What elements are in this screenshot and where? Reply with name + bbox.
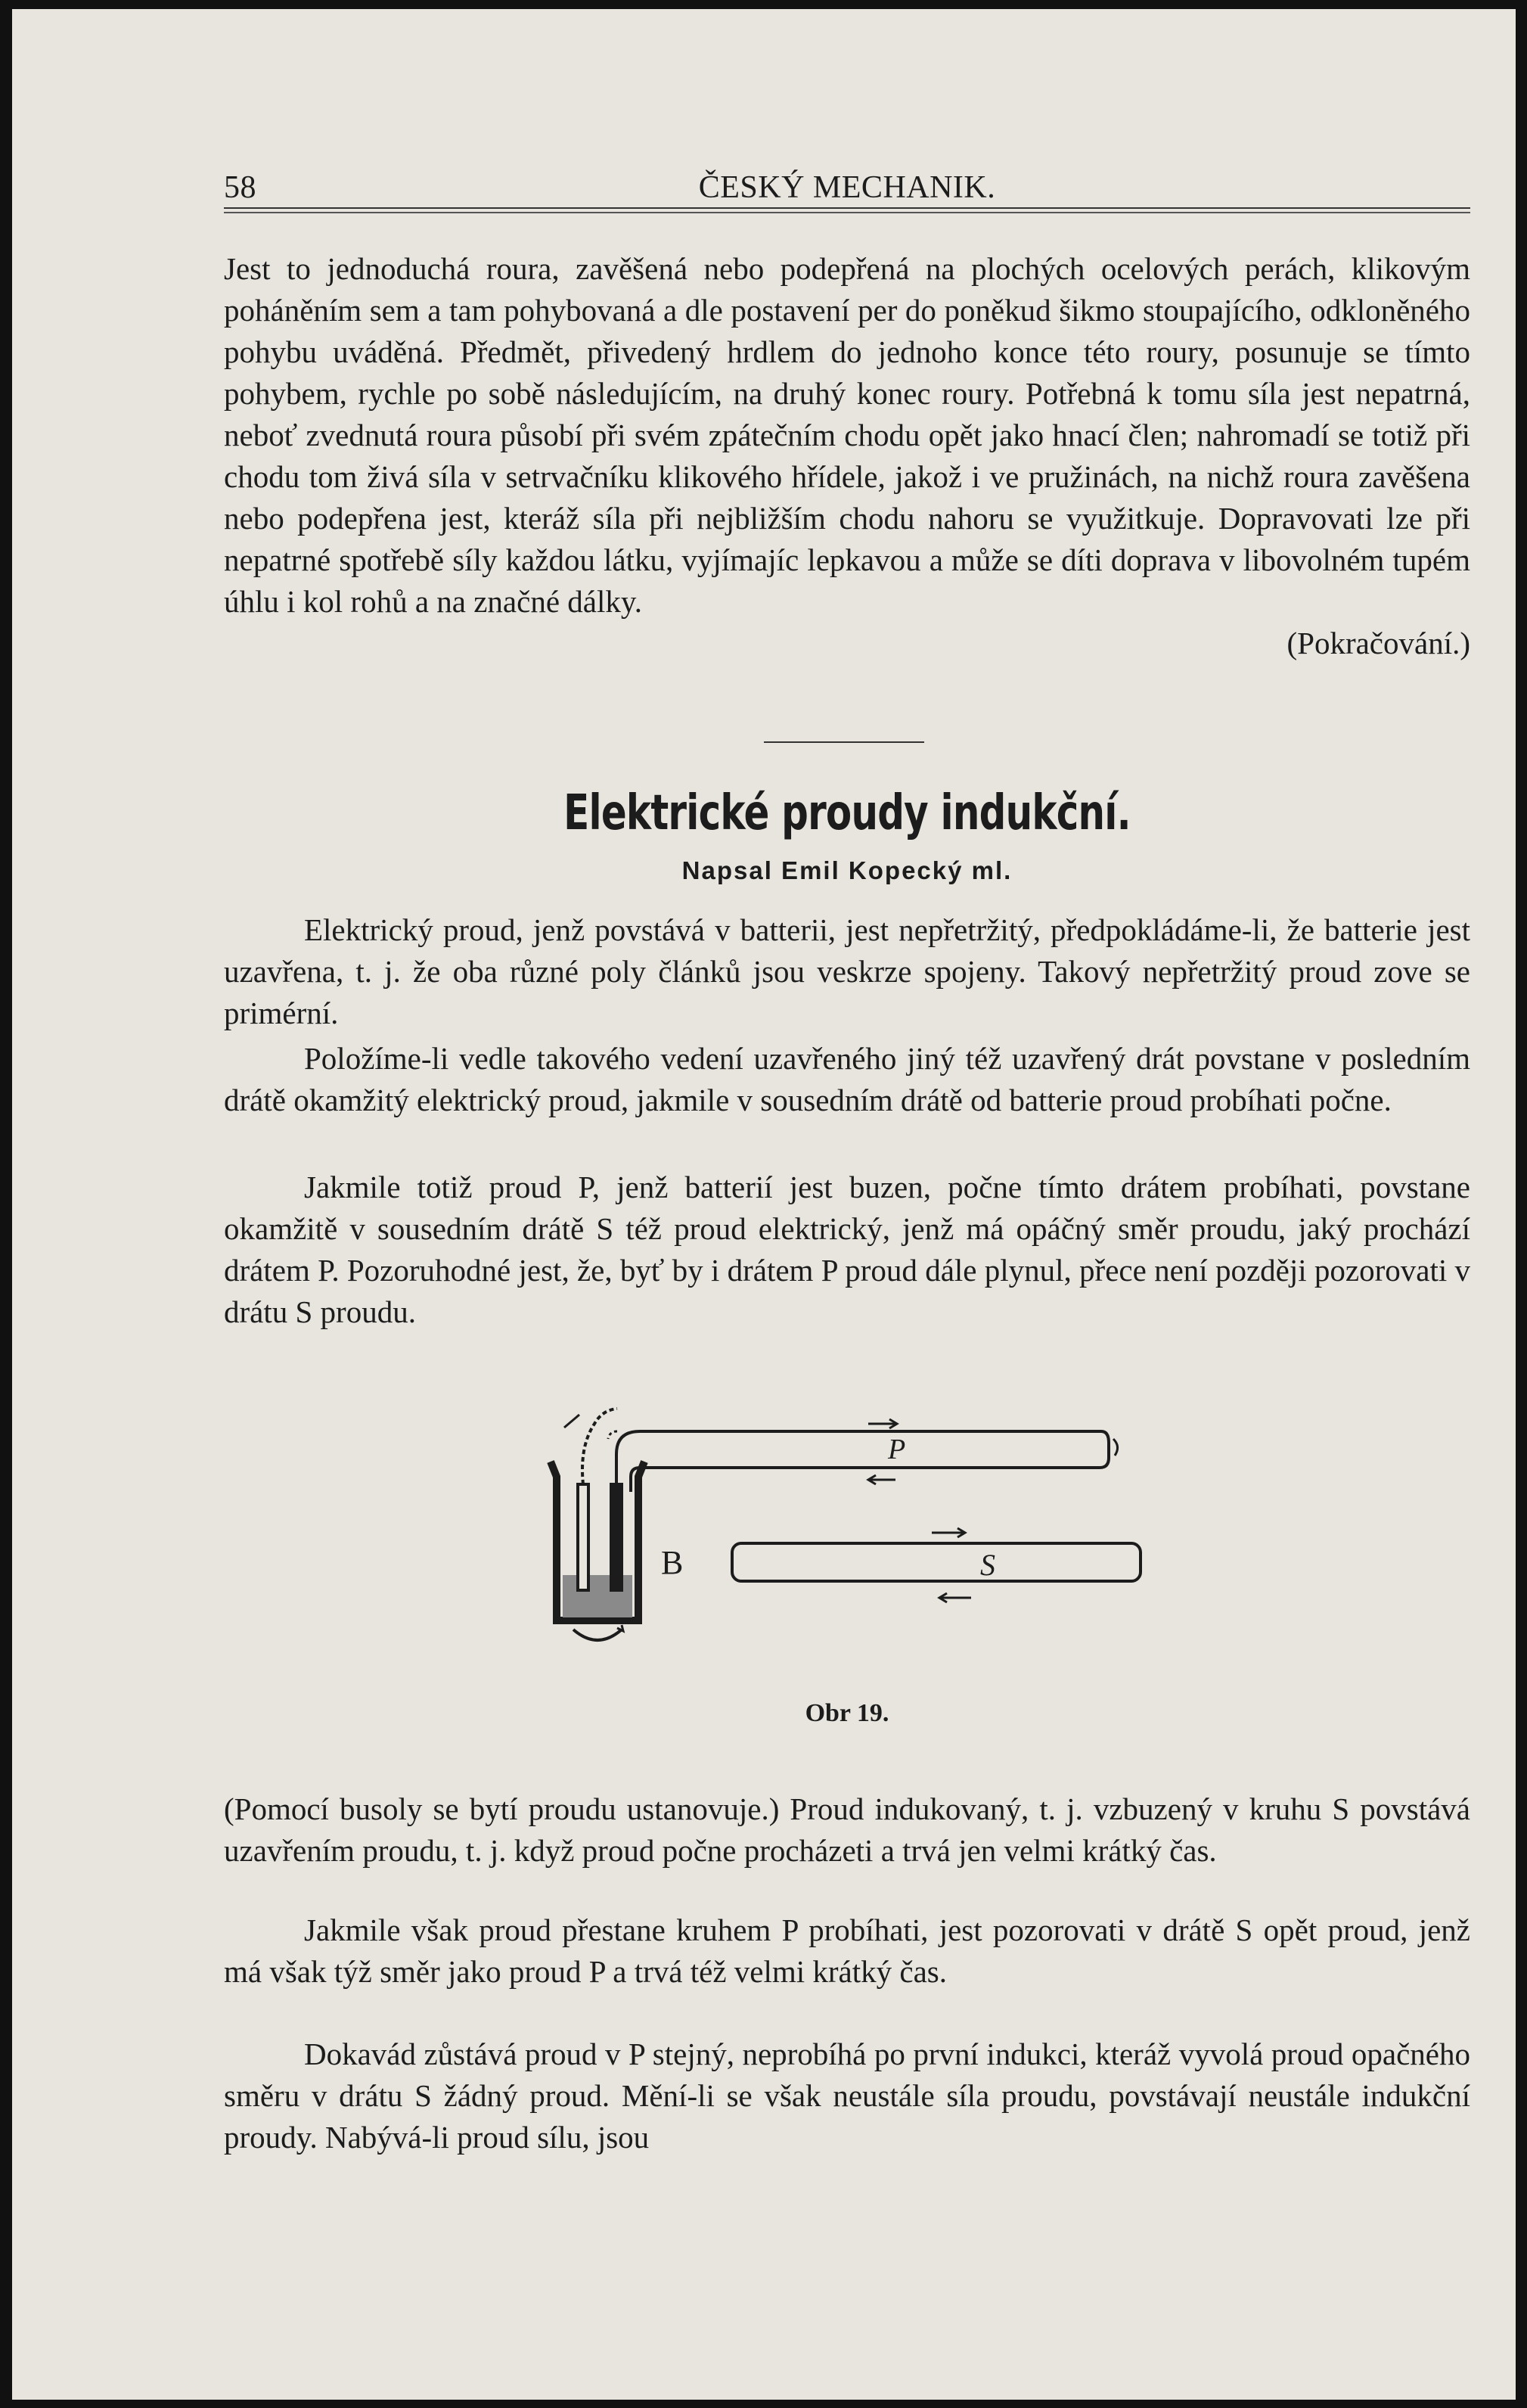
running-header [224, 169, 1470, 204]
article-paragraph: Dokavád zůstává proud v P stejný, neprobíhá po první indukci, kteráž vyvolá proud opačného směru v drátu S žádný proud. Mění-li se však neustále síla proudu, povstávají neustále indukční proudy. Nabývá-li proud sílu, jsou [224, 2037, 1470, 2155]
secondary-wire [732, 1543, 1141, 1581]
label-secondary: S [980, 1548, 995, 1582]
article-paragraph: Elektrický proud, jenž povstává v batterii, jest nepřetržitý, předpokládáme-li, že batterie jest uzavřena, t. j. že oba různé poly článků jsou veskrze spojeny. Takový nepřetržitý proud zove se primérní. [224, 912, 1470, 1030]
continuation-note: (Pokračování.) [1286, 626, 1470, 660]
arrow-secondary-top [932, 1528, 965, 1537]
book-page [12, 9, 1516, 2400]
header-rule-double [224, 212, 1470, 213]
continued-text: Jest to jednoduchá roura, zavěšená nebo podepřená na plochých ocelových perách, klikovým poháněním sem a tam pohybovaná a dle postavení per do poněkud šikmo stoupajícího, odkloněného pohybu uváděná. Předmět, přivedený hrdlem do jednoho konce této roury, posunuje se tímto pohybem, rychle po sobě následujícím, na druhý konec roury. Potřebná k tomu síla jest nepatrná, neboť zvednutá roura působí při svém zpátečním chodu opět jako hnací člen; nahromadí se totiž při chodu tom živá síla v setrvačníku klikového hřídele, jakož i ve pružinách, na nichž roura zavěšena nebo podepřena jest, kteráž síla při nejbližším chodu nahoru se využitkuje. Dopravovati lze při nepatrné spotřebě síly každou látku, vyjímajíc lepkavou a může se díti doprava v libovolném tupém úhlu i kol rohů a na značné dálky. [224, 251, 1470, 619]
figure-caption: Obr 19. [805, 1699, 889, 1727]
arrow-primary-end [1113, 1439, 1118, 1456]
article-paragraph: (Pomocí busoly se bytí proudu ustanovuje.) Proud indukovaný, t. j. vzbuzený v kruhu S povstává uzavřením proudu, t. j. když proud počne procházeti a trvá jen velmi krátký čas. [224, 1791, 1470, 1868]
arrow-primary-bottom [868, 1475, 895, 1484]
article-paragraph: Položíme-li vedle takového vedení uzavřeného jiný též uzavřený drát povstane v posledním drátě okamžitý elektrický proud, jakmile v sousedním drátě od batterie proud probíhati počne. [224, 1041, 1470, 1117]
article-byline: Napsal Emil Kopecký ml. [681, 856, 1013, 884]
arrow-primary-top [868, 1419, 897, 1428]
label-primary: P [888, 1434, 906, 1465]
article-paragraph: Jakmile však proud přestane kruhem P probíhati, jest pozorovati v drátě S opět proud, jenž má však týž směr jako proud P a trvá též velmi krátký čas. [224, 1912, 1470, 1989]
journal-title: ČESKÝ MECHANIK. [698, 170, 996, 205]
continued-paragraph [224, 248, 1470, 664]
page-number: 58 [224, 170, 256, 205]
article-title: Elektrické proudy indukční. [563, 785, 1131, 841]
label-battery: B [661, 1544, 684, 1581]
primary-wire [616, 1431, 1109, 1492]
battery-wire [582, 1409, 617, 1484]
header-rule [224, 207, 1470, 209]
induction-figure [542, 1401, 1162, 1673]
wire-end [564, 1415, 579, 1428]
section-separator [764, 741, 924, 743]
arrow-secondary-bottom [939, 1593, 971, 1602]
article-paragraph: Jakmile totiž proud P, jenž batterií jest buzen, počne tímto drátem probíhati, povstane okamžitě v sousedním drátě S též proud elektrický, jenž má opáčný směr proudu, jaký prochází drátem P. Pozoruhodné jest, že, byť by i drátem P proud dále plynul, přece není později pozorovati v drátu S proudu. [224, 1170, 1470, 1329]
